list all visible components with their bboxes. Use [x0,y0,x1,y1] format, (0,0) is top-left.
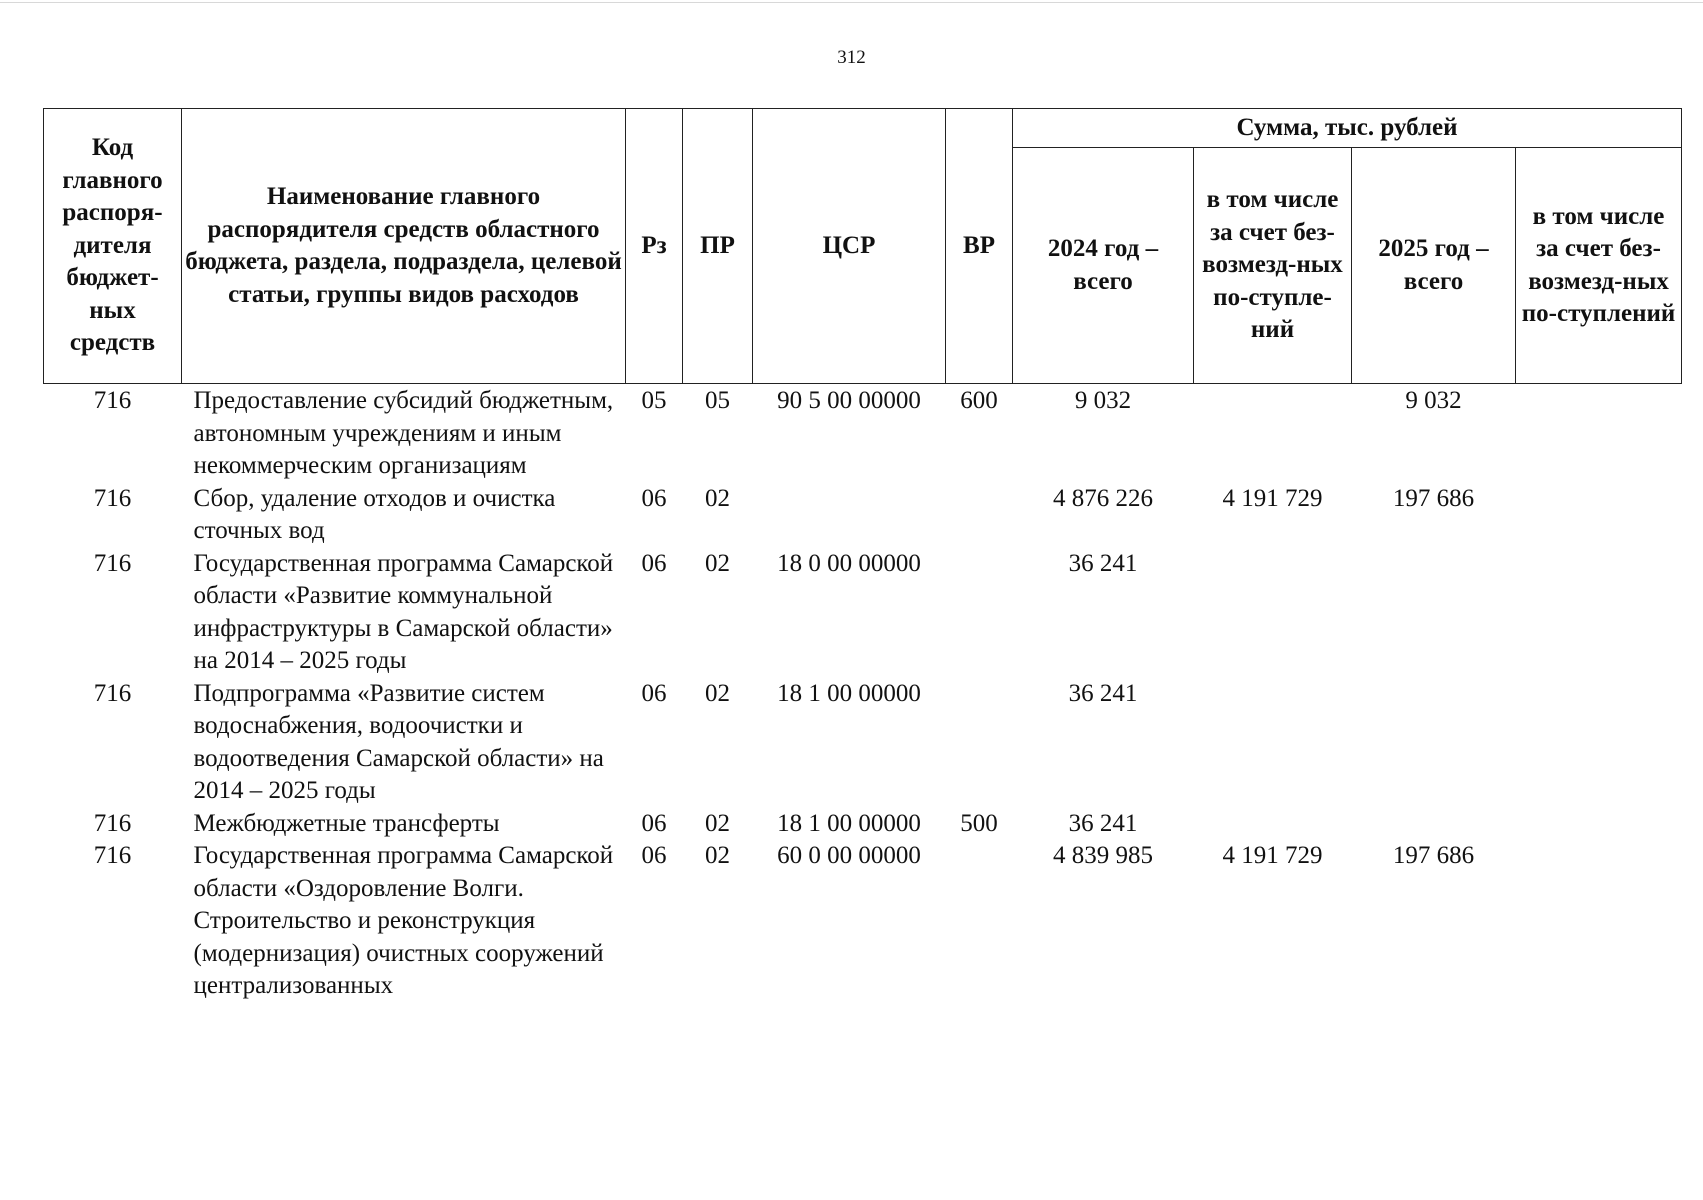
cell-pr: 02 [705,484,730,512]
cell-pr: 02 [705,809,730,837]
table-body [44,384,1682,1003]
cell-vr [946,678,1013,808]
header-pr: ПР [683,109,753,384]
budget-table [43,108,1682,1003]
cell-code: 716 [93,484,132,512]
cell-2025-total [1352,548,1516,678]
cell-code: 716 [93,549,132,577]
cell-code: 716 [93,679,132,707]
cell-rz: 06 [641,484,667,512]
cell-csr: 18 1 00 00000 [777,679,921,707]
cell-vr: 600 [960,387,998,414]
table-row [44,548,1682,678]
cell-2025-grants [1516,840,1682,1003]
cell-rz: 06 [641,809,667,837]
header-2024-grants: в том числе за счет без-возмезд-ных по-ступле-ний [1194,148,1352,384]
scan-edge-line [0,2,1703,3]
table-row [44,808,1682,841]
cell-pr: 02 [705,549,730,577]
header-rz: Рз [626,109,683,384]
cell-name: Государственная программа Самарской области «Развитие коммунальной инфраструктуры в Самарской области» на 2014 – 2025 годы [193,549,614,674]
cell-2025-grants [1516,548,1682,678]
cell-code: 716 [93,387,132,414]
header-2025-total: 2025 год – всего [1352,148,1516,384]
header-code: Код главного распоря-дителя бюджет-ных средств [44,109,182,384]
page-number: 312 [837,47,866,68]
cell-name: Государственная программа Самарской области «Оздоровление Волги. Строительство и реконструкция (модернизация) очистных сооружений централизованных [193,842,614,999]
cell-name: Предоставление субсидий бюджетным, автономным учреждениям и иным некоммерческим организациям [193,387,614,479]
cell-2025-total: 197 686 [1392,484,1475,512]
header-name: Наименование главного распорядителя средств областного бюджета, раздела, подраздела, целевой статьи, группы видов расходов [182,109,626,384]
cell-csr: 18 1 00 00000 [777,809,921,837]
cell-2024-grants: 4 191 729 [1222,484,1323,512]
cell-2024-total: 36 241 [1068,679,1138,707]
cell-2024-total: 36 241 [1068,809,1138,837]
cell-rz: 05 [641,387,667,414]
cell-2024-grants: 4 191 729 [1222,842,1323,869]
cell-csr: 90 5 00 00000 [777,387,921,414]
cell-2025-total: 197 686 [1392,842,1475,869]
cell-pr: 05 [705,387,730,414]
cell-pr: 02 [705,842,730,869]
table-row [44,840,1682,1003]
cell-vr [946,483,1013,548]
cell-code: 716 [93,809,132,837]
cell-2024-grants [1194,548,1352,678]
cell-name: Межбюджетные трансферты [193,809,500,837]
cell-csr: 18 0 00 00000 [777,549,921,577]
cell-csr [753,483,946,548]
cell-2025-grants [1516,384,1682,483]
cell-2024-total: 4 839 985 [1053,842,1153,869]
cell-name: Подпрограмма «Развитие систем водоснабжения, водоочистки и водоотведения Самарской области» на 2014 – 2025 годы [193,679,604,804]
header-vr: ВР [946,109,1013,384]
table-row [44,483,1682,548]
cell-name: Сбор, удаление отходов и очистка сточных вод [193,484,556,544]
header-csr: ЦСР [753,109,946,384]
cell-2024-grants [1194,678,1352,808]
cell-2024-total: 9 032 [1074,387,1132,414]
cell-code: 716 [93,842,132,869]
cell-csr: 60 0 00 00000 [777,842,921,869]
table-row [44,384,1682,483]
cell-2025-grants [1516,678,1682,808]
cell-2025-total [1352,678,1516,808]
cell-vr [946,548,1013,678]
cell-2024-total: 4 876 226 [1053,484,1153,512]
cell-2024-grants [1194,384,1352,483]
cell-2024-total: 36 241 [1068,549,1138,577]
cell-rz: 06 [641,679,667,707]
cell-pr: 02 [705,679,730,707]
cell-vr [946,840,1013,1003]
header-2024-total: 2024 год – всего [1013,148,1194,384]
table-header [44,109,1682,384]
table-row [44,678,1682,808]
cell-rz: 06 [641,842,667,869]
cell-2025-grants [1516,808,1682,841]
header-2025-grants: в том числе за счет без-возмезд-ных по-ступлений [1516,148,1682,384]
cell-2024-grants [1194,808,1352,841]
cell-2025-grants [1516,483,1682,548]
cell-rz: 06 [641,549,667,577]
cell-2025-total [1352,808,1516,841]
header-sum-group: Сумма, тыс. рублей [1013,109,1682,148]
cell-2025-total: 9 032 [1405,387,1462,414]
cell-vr: 500 [960,809,998,837]
